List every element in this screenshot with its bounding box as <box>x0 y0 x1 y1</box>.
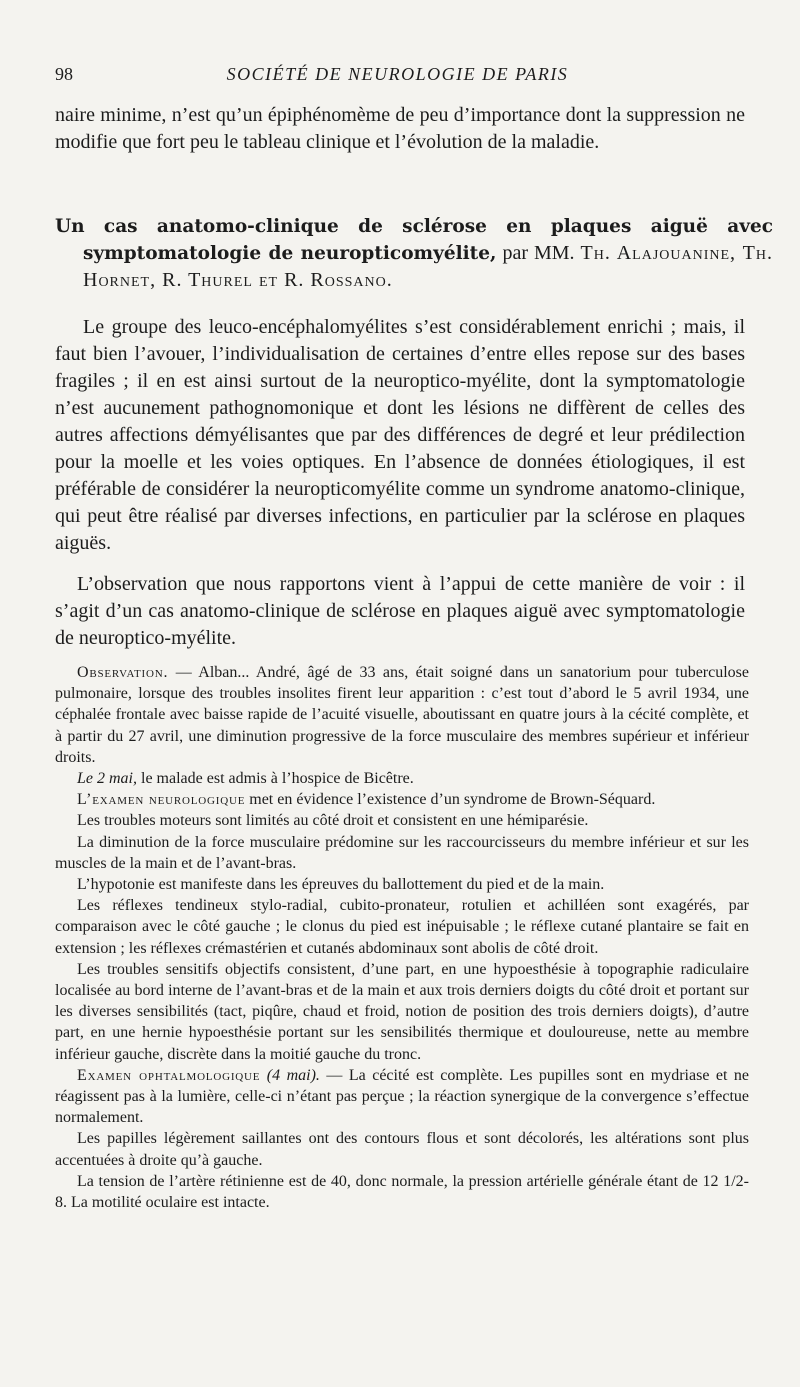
sensory-troubles: Les troubles sensitifs objectifs consistent, d’une part, en une hypoesthésie à topographie radiculaire localisée au bord interne de l’avant-bras et de la main et aux trois derniers doigts du côté droit et portant sur les diverses sensibilités (tact, piqûre, chaud et froid, notion de position des trois derniers doigts), d’autre part, en une hernie hypoesthésie portant sur les sensibilités thermique et douloureuse, nette au membre inférieur gauche, discrète dans la moitié gauche du tronc. <box>55 960 749 1063</box>
page-header <box>55 64 740 88</box>
observation-label: Observation. <box>77 664 169 681</box>
paragraph-2: L’observation que nous rapportons vient à l’appui de cette manière de voir : il s’agit d’un cas anatomo-clinique de sclérose en plaques aiguë avec symptomatologie de neuroptico-myélite. <box>55 573 745 649</box>
reflexes: Les réflexes tendineux stylo-radial, cubito-pronateur, rotulien et achilléen sont exagérés, par comparaison avec le côté gauche ; le clonus du pied est inépuisable ; le réflexe cutané plantaire se fait en extension ; les réflexes crémastérien et cutanés abdominaux sont abolis de côté droit. <box>55 897 749 957</box>
neuro-exam-text: met en évidence l’existence d’un syndrome de Brown-Séquard. <box>249 791 656 809</box>
paragraph-1: Le groupe des leuco-encéphalomyélites s’est considérablement enrichi ; mais, il faut bien l’avouer, l’individualisation de certaines d’entre elles repose sur des bases fragiles ; il en est ainsi surtout de la neuroptico-myélite, dont la symptomatologie n’est aucunement pathognomonique et dont les lésions ne diffèrent de celles des autres affections démyélisantes que par des différences de degré et leur prédilection pour la moelle et les voies optiques. En l’absence de données étiologiques, il est préférable de considérer la neuropticomyélite comme un syndrome anatomo-clinique, qui peut être réalisé par diverses infections, en particulier par la sclérose en plaques aiguës. <box>55 316 745 554</box>
page-number: 98 <box>55 64 73 84</box>
retinal-tension: La tension de l’artère rétinienne est de 40, donc normale, la pression artérielle générale étant de 12 1/2-8. La motilité oculaire est intacte. <box>55 1172 749 1212</box>
admission-line <box>55 768 749 789</box>
muscle-force: La diminution de la force musculaire prédomine sur les raccourcisseurs du membre inférieur et sur les muscles de la main et de l’avant-bras. <box>55 833 749 872</box>
ophthalmology-line <box>55 1065 749 1129</box>
observation-text: — Alban... André, âgé de 33 ans, était soigné dans un sanatorium pour tuberculose pulmonaire, lorsque des troubles insolites firent leur apparition : c’est tout d’abord le 5 avril 1934, une céphalée frontale avec baisse rapide de l’acuité visuelle, aboutissant en quatre jours à la cécité complète, et à partir du 27 avril, une diminution progressive de la force musculaire des membres supérieur et inférieur droits. <box>55 664 750 766</box>
running-title: SOCIÉTÉ DE NEUROLOGIE DE PARIS <box>226 64 569 84</box>
hypotonia: L’hypotonie est manifeste dans les épreuves du ballottement du pied et de la main. <box>77 876 605 894</box>
admission-date: Le 2 mai, <box>77 770 137 788</box>
motor-troubles: Les troubles moteurs sont limités au côté droit et consistent en une hémiparésie. <box>77 812 589 830</box>
authors-intro: par MM. <box>502 242 575 264</box>
papillae: Les papilles légèrement saillantes ont des contours flous et sont décolorés, les altérations sont plus accentuées à droite qu’à gauche. <box>55 1130 749 1169</box>
observation-intro <box>55 662 749 768</box>
ophthalmology-label: Examen ophtalmologique <box>77 1066 261 1084</box>
article-title: Un cas anatomo-clinique de sclérose en plaques aiguë avec symptomatologie de neuropticomyélite, <box>55 216 773 264</box>
ophthalmology-date: (4 mai). <box>266 1066 320 1084</box>
intro-paragraph: naire minime, n’est qu’un épiphénomème de peu d’importance dont la suppression ne modifie que fort peu le tableau clinique et l’évolution de la maladie. <box>55 104 745 153</box>
neuro-exam-line <box>55 789 749 810</box>
article-authors: Th. Alajouanine, Th. Hornet, R. Thurel et R. Rossano. <box>83 242 773 291</box>
neuro-exam-label: L’examen neurologique <box>77 791 246 809</box>
observation-section <box>55 662 749 1213</box>
article-heading <box>55 213 773 294</box>
admission-text: le malade est admis à l’hospice de Bicêtre. <box>141 770 414 788</box>
ophthalmology-text: — La cécité est complète. Les pupilles sont en mydriase et ne réagissent pas à la lumière, celle-ci n’étant pas perçue ; la réaction synergique de la convergence s’effectue normalement. <box>55 1066 750 1127</box>
